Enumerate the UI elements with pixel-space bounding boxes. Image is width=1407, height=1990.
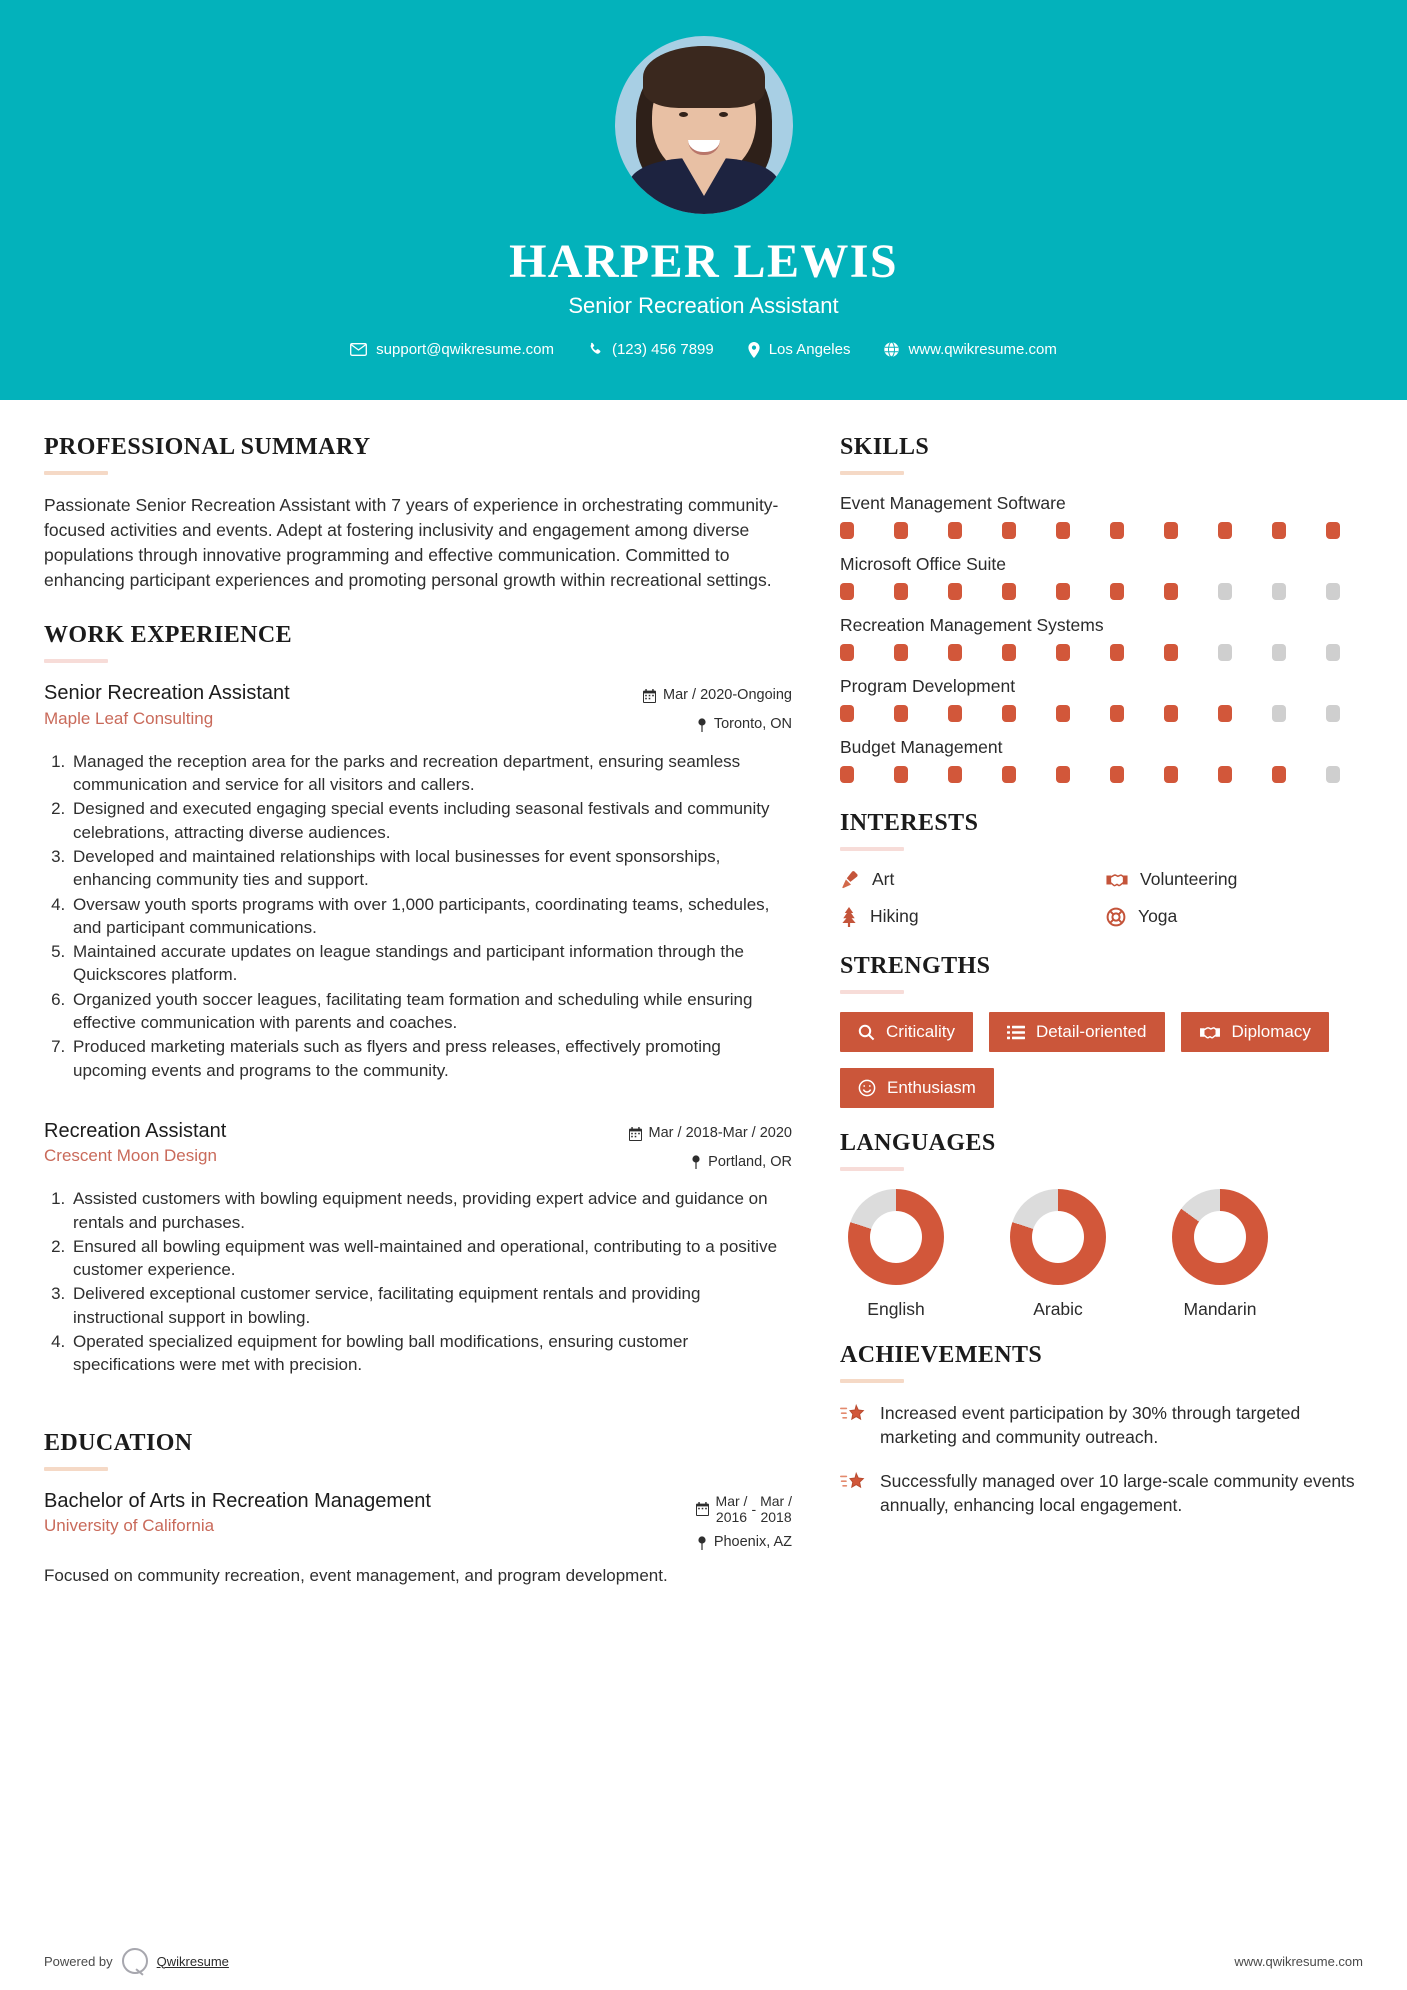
resume-footer bbox=[0, 1948, 1407, 1974]
skill-dot bbox=[1272, 583, 1286, 600]
list-icon bbox=[1007, 1025, 1025, 1040]
interest-item bbox=[840, 906, 1096, 927]
avatar bbox=[615, 36, 793, 214]
education-date-separator: - bbox=[751, 1500, 757, 1517]
paintbrush-icon bbox=[840, 870, 860, 890]
skill-dot bbox=[1002, 522, 1016, 539]
work-job-title: Recreation Assistant bbox=[44, 1119, 227, 1142]
section-skills bbox=[840, 434, 1362, 783]
calendar-icon bbox=[696, 1502, 709, 1516]
strength-chip-detail-oriented bbox=[989, 1012, 1165, 1052]
skill-dot bbox=[840, 522, 854, 539]
skill-dot bbox=[1326, 583, 1340, 600]
education-date-range bbox=[716, 1493, 792, 1525]
skill-item bbox=[840, 493, 1362, 539]
skill-dot bbox=[1218, 766, 1232, 783]
skill-dot bbox=[840, 583, 854, 600]
work-bullet: 2. Designed and executed engaging special events including seasonal festivals and community celebrations, attracting diverse audiences. bbox=[70, 797, 792, 844]
strength-chip-criticality bbox=[840, 1012, 973, 1052]
section-title-summary: PROFESSIONAL SUMMARY bbox=[44, 434, 371, 460]
lifebuoy-icon bbox=[1106, 907, 1126, 927]
skill-dot bbox=[1164, 583, 1178, 600]
skill-rating bbox=[840, 522, 1362, 539]
education-start-month: Mar / bbox=[715, 1492, 748, 1509]
skill-dot bbox=[1056, 705, 1070, 722]
skill-dot bbox=[1002, 644, 1016, 661]
tree-icon bbox=[840, 907, 858, 927]
work-entry bbox=[44, 681, 792, 1081]
section-title-interests: INTERESTS bbox=[840, 810, 979, 836]
skill-dot bbox=[1326, 644, 1340, 661]
work-bullet: 7. Produced marketing materials such as flyers and press releases, effectively promoting upcoming events and programs to the community. bbox=[70, 1035, 792, 1082]
star-icon bbox=[840, 1469, 866, 1492]
skill-dot bbox=[948, 522, 962, 539]
section-achievements bbox=[840, 1342, 1362, 1518]
strength-chip-enthusiasm bbox=[840, 1068, 994, 1108]
skill-dot bbox=[894, 644, 908, 661]
skill-rating bbox=[840, 766, 1362, 783]
skill-dot bbox=[1272, 522, 1286, 539]
work-location bbox=[629, 1152, 792, 1174]
skill-dot bbox=[1110, 766, 1124, 783]
interest-label: Art bbox=[872, 869, 895, 889]
skill-dot bbox=[1218, 705, 1232, 722]
skill-dot bbox=[1056, 644, 1070, 661]
map-pin-icon bbox=[691, 1155, 701, 1169]
work-dates-text: Mar / 2020-Ongoing bbox=[663, 687, 792, 704]
strength-label: Enthusiasm bbox=[887, 1078, 976, 1097]
section-rule bbox=[840, 990, 904, 994]
contact-phone-text: (123) 456 7899 bbox=[611, 341, 714, 359]
contact-row bbox=[0, 341, 1407, 358]
skill-dot bbox=[1326, 705, 1340, 722]
strength-label: Detail-oriented bbox=[1035, 1022, 1147, 1041]
education-end-year: 2018 bbox=[760, 1508, 792, 1525]
achievement-item bbox=[840, 1401, 1362, 1449]
interest-label: Hiking bbox=[870, 906, 919, 926]
section-interests bbox=[840, 810, 1362, 927]
work-bullet: 4. Oversaw youth sports programs with over 1,000 participants, coordinating teams, schedules, and participant communications. bbox=[70, 893, 792, 940]
calendar-icon bbox=[643, 689, 656, 703]
work-dates bbox=[643, 685, 792, 707]
language-donut bbox=[1010, 1189, 1106, 1285]
education-note: Focused on community recreation, event management, and program development. bbox=[44, 1565, 668, 1585]
section-rule bbox=[44, 471, 108, 475]
map-pin-icon bbox=[697, 1536, 707, 1550]
skill-dot bbox=[894, 522, 908, 539]
language-label: Mandarin bbox=[1183, 1299, 1257, 1319]
language-label: Arabic bbox=[1033, 1299, 1083, 1319]
skill-dot bbox=[1110, 522, 1124, 539]
skill-rating bbox=[840, 644, 1362, 661]
interest-item bbox=[840, 869, 1096, 890]
language-item bbox=[1170, 1189, 1270, 1320]
skill-dot bbox=[840, 766, 854, 783]
powered-by-label: Powered by bbox=[44, 1953, 113, 1969]
skill-dot bbox=[1002, 705, 1016, 722]
contact-website[interactable] bbox=[867, 341, 1073, 358]
work-dates-text: Mar / 2018-Mar / 2020 bbox=[648, 1124, 792, 1141]
section-title-work: WORK EXPERIENCE bbox=[44, 622, 293, 649]
skill-dot bbox=[894, 705, 908, 722]
skill-dot bbox=[948, 644, 962, 661]
achievement-item bbox=[840, 1469, 1362, 1517]
pin-icon bbox=[748, 342, 760, 358]
right-column bbox=[840, 434, 1362, 1538]
skill-dot bbox=[1056, 766, 1070, 783]
powered-by bbox=[44, 1948, 229, 1974]
skill-dot bbox=[1218, 583, 1232, 600]
section-rule bbox=[840, 471, 904, 475]
skill-dot bbox=[1272, 766, 1286, 783]
work-bullets bbox=[44, 1187, 792, 1376]
language-item bbox=[1008, 1189, 1108, 1320]
language-donut bbox=[1172, 1189, 1268, 1285]
map-pin-icon bbox=[697, 718, 707, 732]
search-icon bbox=[858, 1024, 875, 1041]
phone-icon bbox=[588, 342, 603, 357]
section-title-strengths: STRENGTHS bbox=[840, 953, 991, 979]
footer-website[interactable]: www.qwikresume.com bbox=[1234, 1953, 1363, 1969]
section-rule bbox=[840, 1167, 904, 1171]
qwikresume-logo-icon bbox=[122, 1948, 148, 1974]
education-end-month: Mar / bbox=[760, 1492, 792, 1509]
work-location-text: Toronto, ON bbox=[713, 716, 792, 733]
interest-item bbox=[1106, 869, 1362, 890]
work-bullet: 6. Organized youth soccer leagues, facilitating team formation and scheduling while ensuring effective communication with parents and coaches. bbox=[70, 988, 792, 1035]
skill-dot bbox=[1326, 522, 1340, 539]
skill-dot bbox=[1164, 705, 1178, 722]
handshake-icon bbox=[1106, 871, 1128, 889]
work-bullet: 2. Ensured all bowling equipment was well-maintained and operational, contributing to a positive customer experience. bbox=[70, 1235, 792, 1282]
mail-icon bbox=[350, 343, 367, 356]
work-dates bbox=[629, 1123, 792, 1145]
resume-body bbox=[0, 400, 1407, 1587]
education-location bbox=[696, 1532, 792, 1554]
skill-rating bbox=[840, 705, 1362, 722]
left-column bbox=[44, 434, 792, 1587]
skill-dot bbox=[1218, 522, 1232, 539]
skill-rating bbox=[840, 583, 1362, 600]
achievement-text: Increased event participation by 30% through targeted marketing and community outreach. bbox=[880, 1403, 1301, 1448]
education-entry bbox=[44, 1489, 792, 1588]
contact-location-text: Los Angeles bbox=[768, 341, 851, 359]
contact-phone[interactable] bbox=[571, 341, 731, 358]
work-bullet: 1. Assisted customers with bowling equipment needs, providing expert advice and guidance on rentals and purchases. bbox=[70, 1187, 792, 1234]
skill-dot bbox=[1218, 644, 1232, 661]
work-entry bbox=[44, 1119, 792, 1377]
section-title-achievements: ACHIEVEMENTS bbox=[840, 1342, 1043, 1368]
education-school: University of California bbox=[44, 1515, 215, 1535]
skill-dot bbox=[1164, 522, 1178, 539]
education-start-year: 2016 bbox=[715, 1508, 748, 1525]
skill-dot bbox=[1164, 766, 1178, 783]
calendar-icon bbox=[629, 1127, 642, 1141]
candidate-role: Senior Recreation Assistant bbox=[568, 293, 839, 319]
summary-text: Passionate Senior Recreation Assistant with 7 years of experience in orchestrating community-focused activities and events. Adept at fostering inclusivity and engagement among diverse populations through innovative programming and effective communication. Committed to enhancing participant experiences and promoting personal growth within recreational settings. bbox=[44, 495, 779, 590]
work-bullet: 1. Managed the reception area for the parks and recreation department, ensuring seamless communication and service for all visitors and callers. bbox=[70, 750, 792, 797]
work-location-text: Portland, OR bbox=[708, 1153, 792, 1170]
skill-dot bbox=[1272, 644, 1286, 661]
work-bullet: 3. Developed and maintained relationships with local businesses for event sponsorships, enhancing community ties and support. bbox=[70, 845, 792, 892]
contact-email-text: support@qwikresume.com bbox=[376, 341, 554, 359]
section-rule bbox=[44, 1467, 108, 1471]
skill-dot bbox=[1164, 644, 1178, 661]
skill-item bbox=[840, 615, 1362, 661]
section-title-skills: SKILLS bbox=[840, 434, 930, 460]
work-location bbox=[643, 714, 792, 736]
work-bullets bbox=[44, 750, 792, 1082]
skill-label: Event Management Software bbox=[840, 493, 1066, 513]
achievement-text: Successfully managed over 10 large-scale community events annually, enhancing local engagement. bbox=[880, 1471, 1355, 1516]
work-bullet: 4. Operated specialized equipment for bowling ball modifications, ensuring customer specifications were met with precision. bbox=[70, 1330, 792, 1377]
skill-label: Budget Management bbox=[840, 737, 1003, 757]
skill-dot bbox=[948, 766, 962, 783]
strength-label: Criticality bbox=[886, 1022, 955, 1041]
skill-item bbox=[840, 676, 1362, 722]
interest-label: Yoga bbox=[1138, 906, 1178, 926]
interest-item bbox=[1106, 906, 1362, 927]
skill-dot bbox=[1110, 705, 1124, 722]
interest-label: Volunteering bbox=[1140, 869, 1238, 889]
strength-label: Diplomacy bbox=[1231, 1022, 1311, 1041]
skill-item bbox=[840, 554, 1362, 600]
skill-dot bbox=[1326, 766, 1340, 783]
contact-email[interactable] bbox=[333, 341, 571, 358]
skill-dot bbox=[1002, 766, 1016, 783]
education-location-text: Phoenix, AZ bbox=[713, 1533, 792, 1550]
skill-dot bbox=[894, 583, 908, 600]
strength-chip-diplomacy bbox=[1181, 1012, 1329, 1052]
star-icon bbox=[840, 1401, 866, 1424]
skill-dot bbox=[1056, 522, 1070, 539]
skill-label: Microsoft Office Suite bbox=[840, 554, 1006, 574]
work-company: Crescent Moon Design bbox=[44, 1146, 217, 1166]
section-title-education: EDUCATION bbox=[44, 1429, 193, 1456]
work-company: Maple Leaf Consulting bbox=[44, 708, 214, 728]
skill-dot bbox=[1110, 644, 1124, 661]
skill-dot bbox=[840, 705, 854, 722]
skill-label: Program Development bbox=[840, 676, 1016, 696]
qwikresume-brand-link[interactable]: Qwikresume bbox=[156, 1953, 229, 1969]
work-bullet: 3. Delivered exceptional customer service, facilitating equipment rentals and providing instructional support in bowling. bbox=[70, 1282, 792, 1329]
work-bullet: 5. Maintained accurate updates on league standings and participant information through the Quickscores platform. bbox=[70, 940, 792, 987]
candidate-name: HARPER LEWIS bbox=[509, 235, 898, 288]
section-professional-summary bbox=[44, 434, 792, 592]
skill-dot bbox=[1272, 705, 1286, 722]
skill-item bbox=[840, 737, 1362, 783]
handshake-icon bbox=[1199, 1024, 1221, 1041]
language-donut bbox=[848, 1189, 944, 1285]
skill-label: Recreation Management Systems bbox=[840, 615, 1104, 635]
resume-header bbox=[0, 0, 1407, 400]
skill-dot bbox=[840, 644, 854, 661]
smiley-icon bbox=[858, 1079, 876, 1097]
globe-icon bbox=[884, 342, 899, 357]
skill-dot bbox=[1056, 583, 1070, 600]
skill-dot bbox=[948, 705, 962, 722]
education-dates bbox=[696, 1493, 792, 1525]
section-title-languages: LANGUAGES bbox=[840, 1130, 996, 1156]
language-item bbox=[846, 1189, 946, 1320]
work-job-title: Senior Recreation Assistant bbox=[44, 682, 290, 705]
section-languages bbox=[840, 1130, 1362, 1320]
skill-dot bbox=[948, 583, 962, 600]
contact-website-text: www.qwikresume.com bbox=[908, 341, 1057, 359]
skill-dot bbox=[1002, 583, 1016, 600]
section-rule bbox=[840, 1379, 904, 1383]
section-education bbox=[44, 1430, 792, 1588]
language-label: English bbox=[867, 1299, 925, 1319]
section-work-experience bbox=[44, 622, 792, 1376]
skill-dot bbox=[894, 766, 908, 783]
skill-dot bbox=[1110, 583, 1124, 600]
section-strengths bbox=[840, 953, 1362, 1108]
education-degree: Bachelor of Arts in Recreation Management bbox=[44, 1489, 431, 1512]
section-rule bbox=[840, 847, 904, 851]
section-rule bbox=[44, 659, 108, 663]
contact-location[interactable] bbox=[731, 341, 868, 358]
